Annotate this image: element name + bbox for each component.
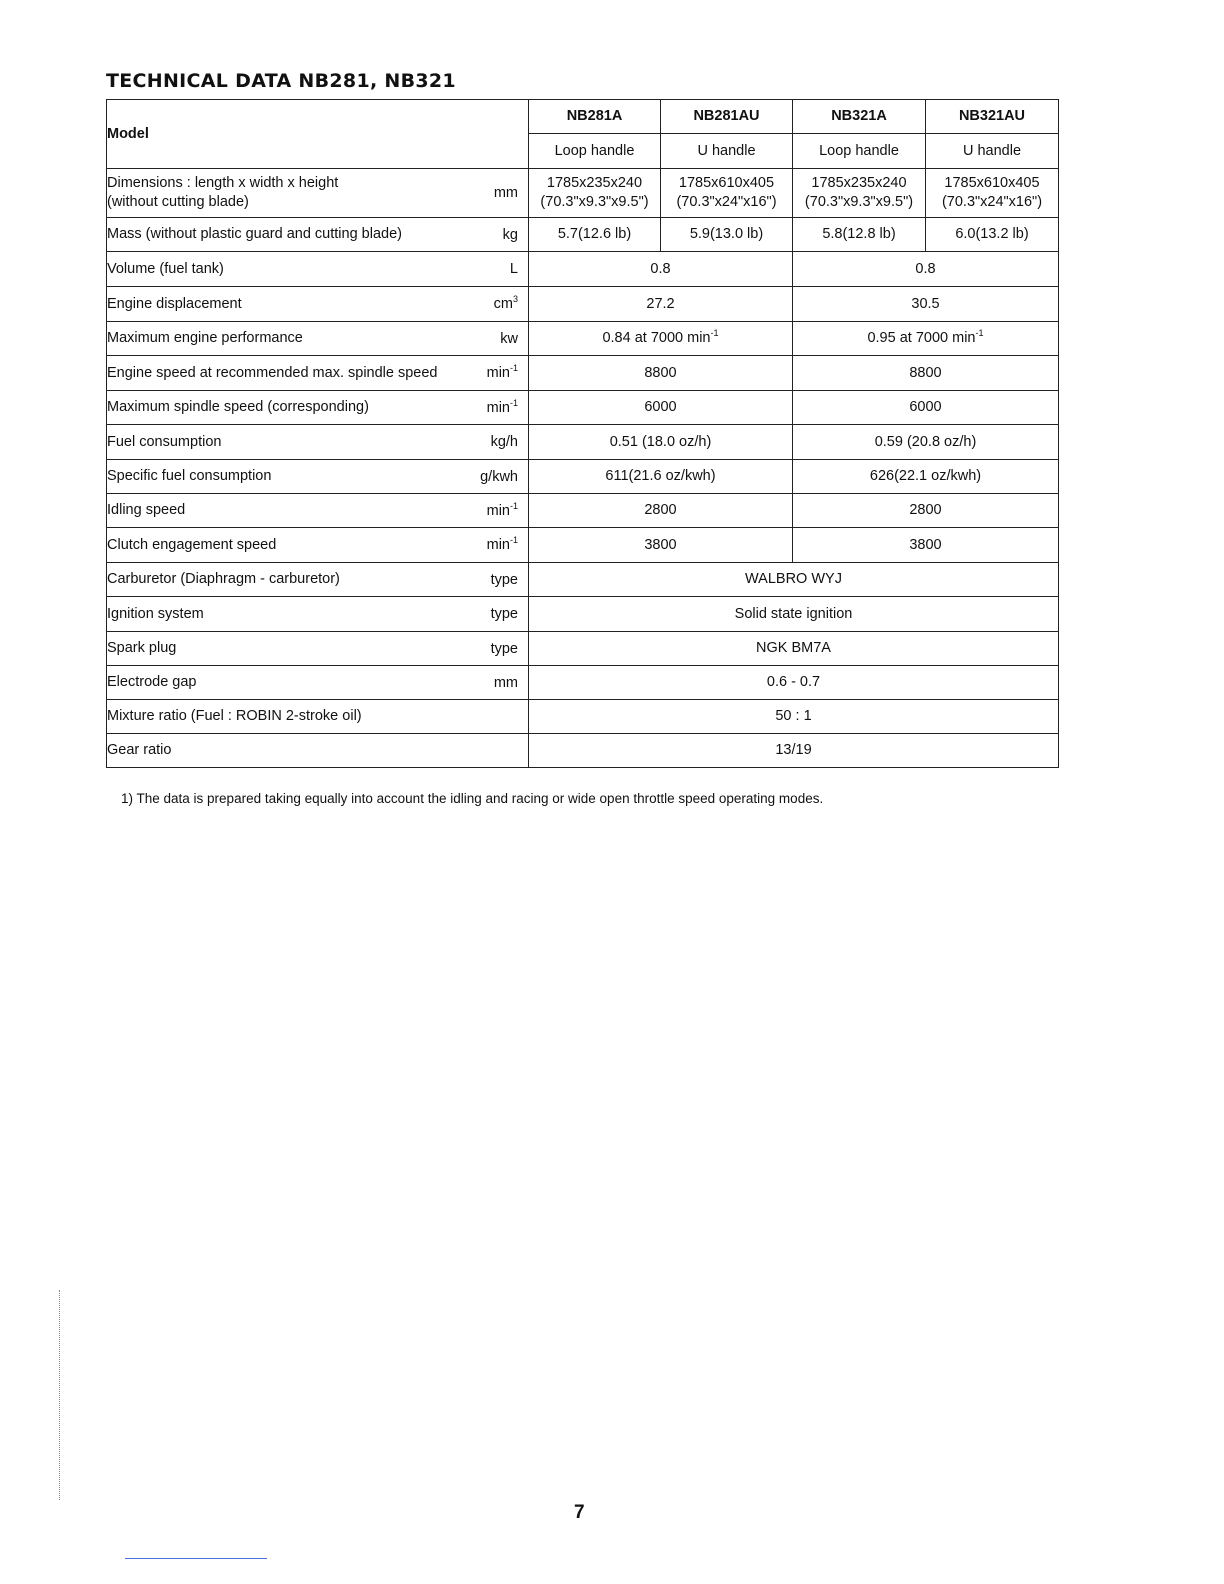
- table-row-carburetor: [107, 563, 1059, 597]
- performance-nb321: 0.95 at 7000 $\min^{-1}$: [793, 322, 1059, 356]
- performance-unit: kw: [500, 330, 518, 347]
- table-row-ignition: [107, 597, 1059, 632]
- page-title: TECHNICAL DATA NB281, NB321: [106, 70, 456, 92]
- volume-unit: L: [509, 261, 518, 277]
- table-row-idling: [107, 494, 1059, 528]
- dimensions-nb321a: 1785x235x240 (70.3"x9.3"x9.5"): [793, 169, 926, 218]
- dimensions-label-line1: Dimensions : length x width x height: [107, 175, 339, 191]
- mass-unit: kg: [502, 226, 518, 243]
- spindle-speed-label: Maximum spindle speed (corresponding): [107, 399, 369, 415]
- scan-margin-marks: [59, 1290, 60, 1500]
- table-row-dimensions: [107, 169, 1059, 218]
- specific-fuel-nb281: 611(21.6 oz/kwh): [529, 460, 793, 494]
- displacement-nb321: 30.5: [793, 287, 1059, 322]
- clutch-nb321: 3800: [793, 528, 1059, 563]
- footnote: 1) The data is prepared taking equally into account the idling and racing or wide open throttle speed operating modes.: [121, 791, 824, 806]
- engine-speed-nb321: 8800: [793, 356, 1059, 391]
- carburetor-value: WALBRO WYJ: [529, 563, 1059, 597]
- table-row-performance: [107, 322, 1059, 356]
- mass-nb321au: 6.0(13.2 lb): [926, 218, 1059, 252]
- clutch-label: Clutch engagement speed: [107, 536, 277, 553]
- carburetor-unit: type: [490, 571, 518, 588]
- idling-nb281: 2800: [529, 494, 793, 528]
- handle-nb281au: U handle: [661, 134, 793, 169]
- table-row-spark-plug: [107, 632, 1059, 666]
- table-row-mixture: [107, 700, 1059, 734]
- electrode-gap-value: 0.6 - 0.7: [529, 666, 1059, 700]
- fuel-consumption-nb281: 0.51 (18.0 oz/h): [529, 425, 793, 460]
- gear-value: 13/19: [529, 734, 1059, 768]
- page-number: 7: [574, 1502, 585, 1523]
- mass-nb281au: 5.9(13.0 lb): [661, 218, 793, 252]
- displacement-label: Engine displacement: [107, 295, 242, 312]
- table-row-model: [107, 100, 1059, 134]
- handle-nb321au: U handle: [926, 134, 1059, 169]
- table-row-spindle-speed: [107, 391, 1059, 425]
- engine-speed-unit: $\min^{-1}$: [486, 363, 518, 381]
- dimensions-unit: mm: [493, 185, 518, 201]
- idling-nb321: 2800: [793, 494, 1059, 528]
- specific-fuel-label: Specific fuel consumption: [107, 468, 272, 484]
- model-nb321a: NB321A: [793, 100, 926, 134]
- volume-label: Volume (fuel tank): [107, 260, 224, 277]
- table-row-specific-fuel: [107, 460, 1059, 494]
- mixture-label: Mixture ratio (Fuel : ROBIN 2-stroke oil): [107, 708, 362, 724]
- table-row-volume: [107, 252, 1059, 287]
- mass-nb281a: 5.7(12.6 lb): [529, 218, 661, 252]
- dimensions-nb321au: 1785x610x405 (70.3"x24"x16"): [926, 169, 1059, 218]
- engine-speed-nb281: 8800: [529, 356, 793, 391]
- mass-nb321a: 5.8(12.8 lb): [793, 218, 926, 252]
- model-nb281au: NB281AU: [661, 100, 793, 134]
- engine-speed-label: Engine speed at recommended max. spindle speed: [107, 364, 438, 381]
- dimensions-label: [107, 174, 338, 212]
- table-row-clutch: [107, 528, 1059, 563]
- table-row-displacement: [107, 287, 1059, 322]
- table-row-gear: [107, 734, 1059, 768]
- electrode-gap-unit: mm: [493, 674, 518, 691]
- handle-nb321a: Loop handle: [793, 134, 926, 169]
- spark-plug-label: Spark plug: [107, 640, 177, 656]
- clutch-nb281: 3800: [529, 528, 793, 563]
- ignition-label: Ignition system: [107, 605, 204, 622]
- specific-fuel-nb321: 626(22.1 oz/kwh): [793, 460, 1059, 494]
- carburetor-label: Carburetor (Diaphragm - carburetor): [107, 571, 340, 587]
- model-nb281a: NB281A: [529, 100, 661, 134]
- mass-label: Mass (without plastic guard and cutting blade): [107, 226, 402, 242]
- handle-nb281a: Loop handle: [529, 134, 661, 169]
- table-row-engine-speed: [107, 356, 1059, 391]
- table-row-fuel-consumption: [107, 425, 1059, 460]
- dimensions-nb281au: 1785x610x405 (70.3"x24"x16"): [661, 169, 793, 218]
- dimensions-nb281a: 1785x235x240 (70.3"x9.3"x9.5"): [529, 169, 661, 218]
- scan-blue-line: [125, 1558, 267, 1559]
- idling-unit: $\min^{-1}$: [486, 500, 518, 519]
- performance-nb281: 0.84 at 7000 $\min^{-1}$: [529, 322, 793, 356]
- electrode-gap-label: Electrode gap: [107, 674, 197, 690]
- spindle-speed-unit: $\min^{-1}$: [486, 397, 518, 416]
- fuel-consumption-label: Fuel consumption: [107, 433, 222, 450]
- fuel-consumption-nb321: 0.59 (20.8 oz/h): [793, 425, 1059, 460]
- spindle-speed-nb321: 6000: [793, 391, 1059, 425]
- technical-data-table: [106, 99, 1059, 768]
- model-nb321au: NB321AU: [926, 100, 1059, 134]
- performance-label: Maximum engine performance: [107, 330, 303, 346]
- volume-nb281: 0.8: [529, 252, 793, 287]
- model-label: Model: [107, 100, 529, 169]
- fuel-consumption-unit: kg/h: [490, 434, 518, 450]
- displacement-unit: $cm^3$: [493, 294, 518, 312]
- mixture-value: 50 : 1: [529, 700, 1059, 734]
- spark-plug-unit: type: [490, 640, 518, 657]
- idling-label: Idling speed: [107, 502, 186, 518]
- displacement-nb281: 27.2: [529, 287, 793, 322]
- spindle-speed-nb281: 6000: [529, 391, 793, 425]
- table-row-mass: [107, 218, 1059, 252]
- spark-plug-value: NGK BM7A: [529, 632, 1059, 666]
- row-label: [107, 169, 529, 218]
- ignition-unit: type: [490, 606, 518, 622]
- ignition-value: Solid state ignition: [529, 597, 1059, 632]
- table-row-electrode-gap: [107, 666, 1059, 700]
- volume-nb321: 0.8: [793, 252, 1059, 287]
- gear-label: Gear ratio: [107, 742, 172, 758]
- clutch-unit: $\min^{-1}$: [486, 535, 518, 553]
- dimensions-label-line2: (without cutting blade): [107, 194, 249, 210]
- specific-fuel-unit: g/kwh: [480, 468, 518, 485]
